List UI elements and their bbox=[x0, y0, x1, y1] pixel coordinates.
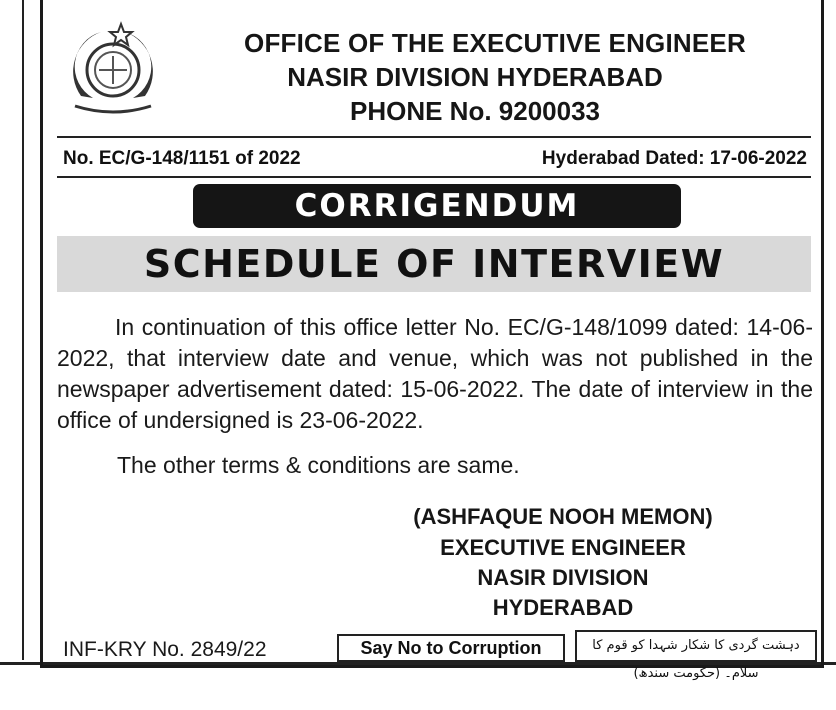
body-paragraph-text: In continuation of this office letter No. EC/G-148/1099 dated: 14-06-2022, that interview date and venue, which was not published in the newspaper advertisement dated: 15-06-2022. The date of interview in the office of undersigned is 23-06-2022. bbox=[57, 314, 813, 433]
corrigendum-banner: CORRIGENDUM bbox=[193, 184, 681, 228]
reference-number: No. EC/G-148/1151 of 2022 bbox=[63, 148, 301, 169]
anti-corruption-slogan: Say No to Corruption bbox=[337, 634, 565, 662]
urdu-slogan: دہشت گردی کا شکار شہدا کو قوم کا سلام۔ (حکومت سندھ) bbox=[575, 630, 817, 662]
newspaper-notice bbox=[40, 0, 824, 681]
header-divider bbox=[57, 136, 811, 138]
office-heading: OFFICE OF THE EXECUTIVE ENGINEER bbox=[244, 28, 746, 58]
signatory-title: EXECUTIVE ENGINEER bbox=[440, 535, 686, 560]
signatory-division: NASIR DIVISION bbox=[477, 565, 649, 590]
signatory-name: (ASHFAQUE NOOH MEMON) bbox=[413, 504, 713, 529]
schedule-title: SCHEDULE OF INTERVIEW bbox=[57, 236, 811, 292]
reference-date: Hyderabad Dated: 17-06-2022 bbox=[541, 148, 807, 169]
phone-heading: PHONE No. 9200033 bbox=[349, 96, 600, 126]
terms-statement: The other terms & conditions are same. bbox=[117, 452, 520, 478]
body-paragraph bbox=[57, 312, 813, 436]
inf-code: INF-KRY No. 2849/22 bbox=[63, 638, 267, 661]
signatory-city: HYDERABAD bbox=[492, 595, 634, 620]
column-divider bbox=[22, 0, 24, 660]
division-heading: NASIR DIVISION HYDERABAD bbox=[287, 62, 663, 92]
reference-divider bbox=[57, 176, 811, 178]
